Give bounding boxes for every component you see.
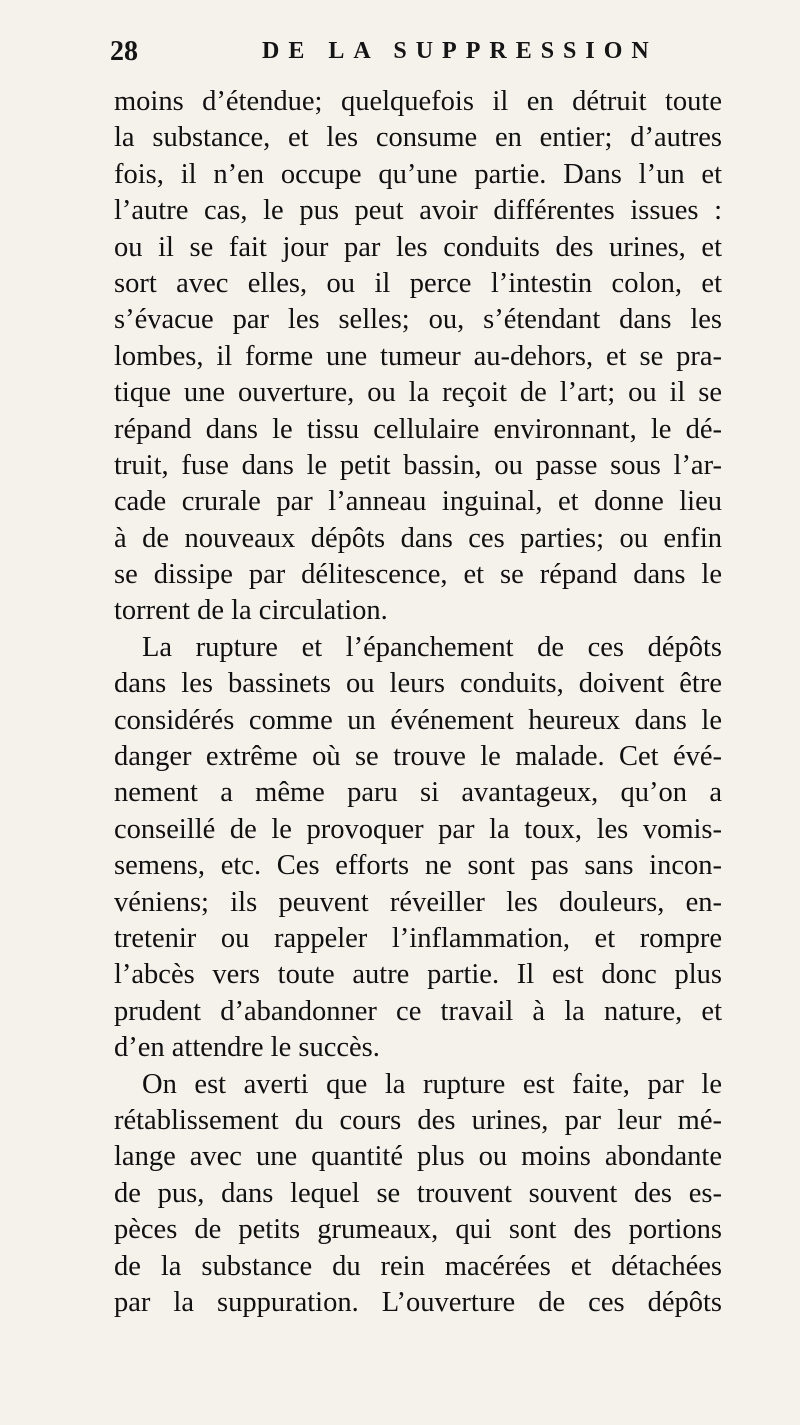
running-head: DE LA SUPPRESSION (262, 38, 658, 64)
page-header (110, 36, 720, 76)
text-line: nement a même paru si avantageux, qu’on a (114, 777, 722, 809)
text-line: tique une ouverture, ou la reçoit de l’art; ou il se (114, 377, 722, 409)
text-line: d’en attendre le succès. (114, 1032, 380, 1064)
text-line: de pus, dans lequel se trouvent souvent des es- (114, 1177, 722, 1209)
text-line: par la suppuration. L’ouverture de ces dépôts (114, 1286, 722, 1318)
text-line: se dissipe par délitescence, et se répand dans le (114, 559, 722, 591)
text-line: On est averti que la rupture est faite, par le (142, 1068, 722, 1100)
text-line: dans les bassinets ou leurs conduits, doivent être (114, 668, 722, 700)
text-line: lange avec une quantité plus ou moins abondante (114, 1141, 722, 1173)
text-line: l’autre cas, le pus peut avoir différentes issues : (114, 195, 722, 227)
text-line: La rupture et l’épanchement de ces dépôts (142, 631, 722, 663)
text-line: conseillé de le provoquer par la toux, les vomis- (114, 813, 722, 845)
text-line: s’évacue par les selles; ou, s’étendant dans les (114, 304, 722, 336)
text-line: à de nouveaux dépôts dans ces parties; ou enfin (114, 522, 722, 554)
text-line: considérés comme un événement heureux dans le (114, 704, 722, 736)
text-line: tretenir ou rappeler l’inflammation, et rompre (114, 922, 722, 954)
text-line: pèces de petits grumeaux, qui sont des portions (114, 1214, 722, 1246)
text-line: torrent de la circulation. (114, 595, 388, 627)
text-line: truit, fuse dans le petit bassin, ou passe sous l’ar- (114, 449, 722, 481)
page-number: 28 (110, 36, 138, 67)
body-text (114, 84, 722, 1321)
text-line: de la substance du rein macérées et détachées (114, 1250, 722, 1282)
text-line: danger extrême où se trouve le malade. Cet évé- (114, 741, 722, 773)
text-line: rétablissement du cours des urines, par leur mé- (114, 1104, 722, 1136)
text-line: sort avec elles, ou il perce l’intestin colon, et (114, 267, 722, 299)
text-line: fois, il n’en occupe qu’une partie. Dans l’un et (114, 158, 722, 190)
text-line: lombes, il forme une tumeur au-dehors, et se pra- (114, 340, 722, 372)
text-line: répand dans le tissu cellulaire environnant, le dé- (114, 413, 722, 445)
text-line: prudent d’abandonner ce travail à la nature, et (114, 995, 722, 1027)
text-line: moins d’étendue; quelquefois il en détruit toute (114, 86, 722, 117)
text-line: ou il se fait jour par les conduits des urines, et (114, 231, 722, 263)
text-line: cade crurale par l’anneau inguinal, et donne lieu (114, 486, 722, 518)
text-line: l’abcès vers toute autre partie. Il est donc plus (114, 959, 722, 991)
text-line: véniens; ils peuvent réveiller les douleurs, en- (114, 886, 722, 918)
text-line: la substance, et les consume en entier; d’autres (114, 122, 722, 154)
text-line: semens, etc. Ces efforts ne sont pas sans incon- (114, 850, 722, 882)
